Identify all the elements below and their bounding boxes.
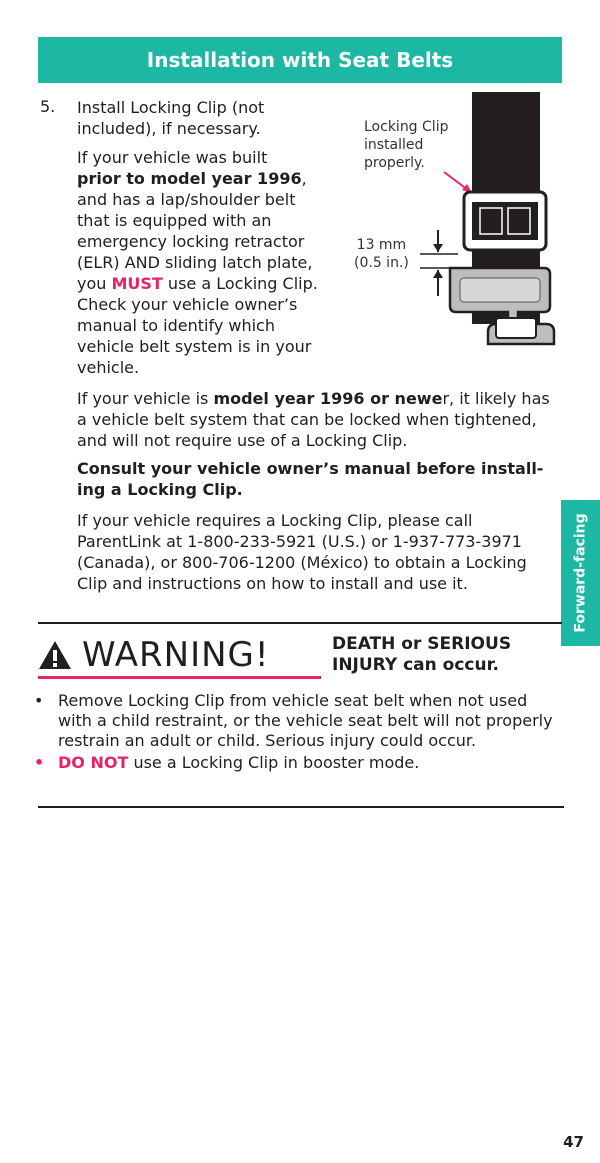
text-fragment: , and has a lap/shoulder belt that is equipped with an emergency locking retractor (ELR) AND sliding latch plate, you (77, 169, 313, 293)
caption-line: Locking Clip (364, 119, 449, 135)
page-number: 47 (563, 1133, 584, 1151)
divider-top (38, 622, 562, 624)
paragraph-built-before-1996 (77, 147, 329, 378)
warning-message (332, 634, 511, 676)
bold-model-year: prior to model year 1996 (77, 169, 302, 188)
step-number: 5. (40, 97, 56, 116)
bullet-text: use a Locking Clip in booster mode. (128, 753, 420, 772)
do-not-emphasis: DO NOT (58, 753, 129, 772)
step-5-line2: included), if necessary. (77, 119, 261, 138)
caption-line: installed (364, 137, 424, 153)
section-title: Installation with Seat Belts (146, 48, 454, 72)
step-5-line1: Install Locking Clip (not (77, 98, 265, 117)
dimension-in: (0.5 in.) (354, 255, 409, 271)
warning-bullets (30, 691, 560, 775)
must-emphasis: MUST (111, 274, 163, 293)
bold-model-year-newer: model year 1996 or newe (213, 389, 443, 408)
text-fragment: If your vehicle is (77, 389, 214, 408)
side-tab-label: Forward-facing (572, 513, 589, 633)
warning-triangle-icon (38, 639, 72, 671)
step-5-text (77, 97, 317, 139)
text-fragment: use a Locking Clip. Check your vehicle owner’s manual to identify which vehicle belt system is in your vehicle. (77, 274, 318, 377)
divider-bottom (38, 806, 564, 808)
locking-clip-figure (340, 92, 560, 352)
paragraph-consult-manual: Consult your vehicle owner’s manual before install-ing a Locking Clip. (77, 459, 544, 499)
section-header (38, 37, 562, 83)
list-item (30, 753, 560, 773)
caption-line: properly. (364, 155, 425, 171)
paragraph-call-parentlink: If your vehicle requires a Locking Clip, please call ParentLink at 1-800-233-5921 (U.S.) or 1-937-773-3971 (Canada), or 800-706-1200 (México) to obtain a Locking Clip and instructions on how to install and use it. (77, 511, 527, 593)
paragraph-model-year-1996-or-newer (77, 388, 557, 451)
warning-heading (38, 632, 270, 678)
text-fragment: r, it likely has a vehicle belt system that can be locked when tightened, and will not require use of a Locking Clip. (77, 389, 550, 450)
bullet-text: Remove Locking Clip from vehicle seat belt when not used with a child restraint, or the vehicle seat belt will not properly restrain an adult or child. Serious injury could occur. (58, 691, 553, 750)
bullet-dot: • (34, 691, 44, 710)
warning-message-line: INJURY can occur. (332, 655, 499, 675)
text-fragment: If your vehicle was built (77, 148, 268, 167)
seat-belt-illustration (340, 92, 560, 352)
warning-message-line: DEATH or SERIOUS (332, 634, 512, 654)
dimension-mm: 13 mm (356, 237, 407, 253)
list-item (30, 691, 560, 751)
warning-underline (38, 676, 321, 679)
warning-word: WARNING! (82, 635, 270, 675)
bullet-dot: • (34, 753, 45, 772)
side-tab-forward-facing (561, 500, 600, 646)
